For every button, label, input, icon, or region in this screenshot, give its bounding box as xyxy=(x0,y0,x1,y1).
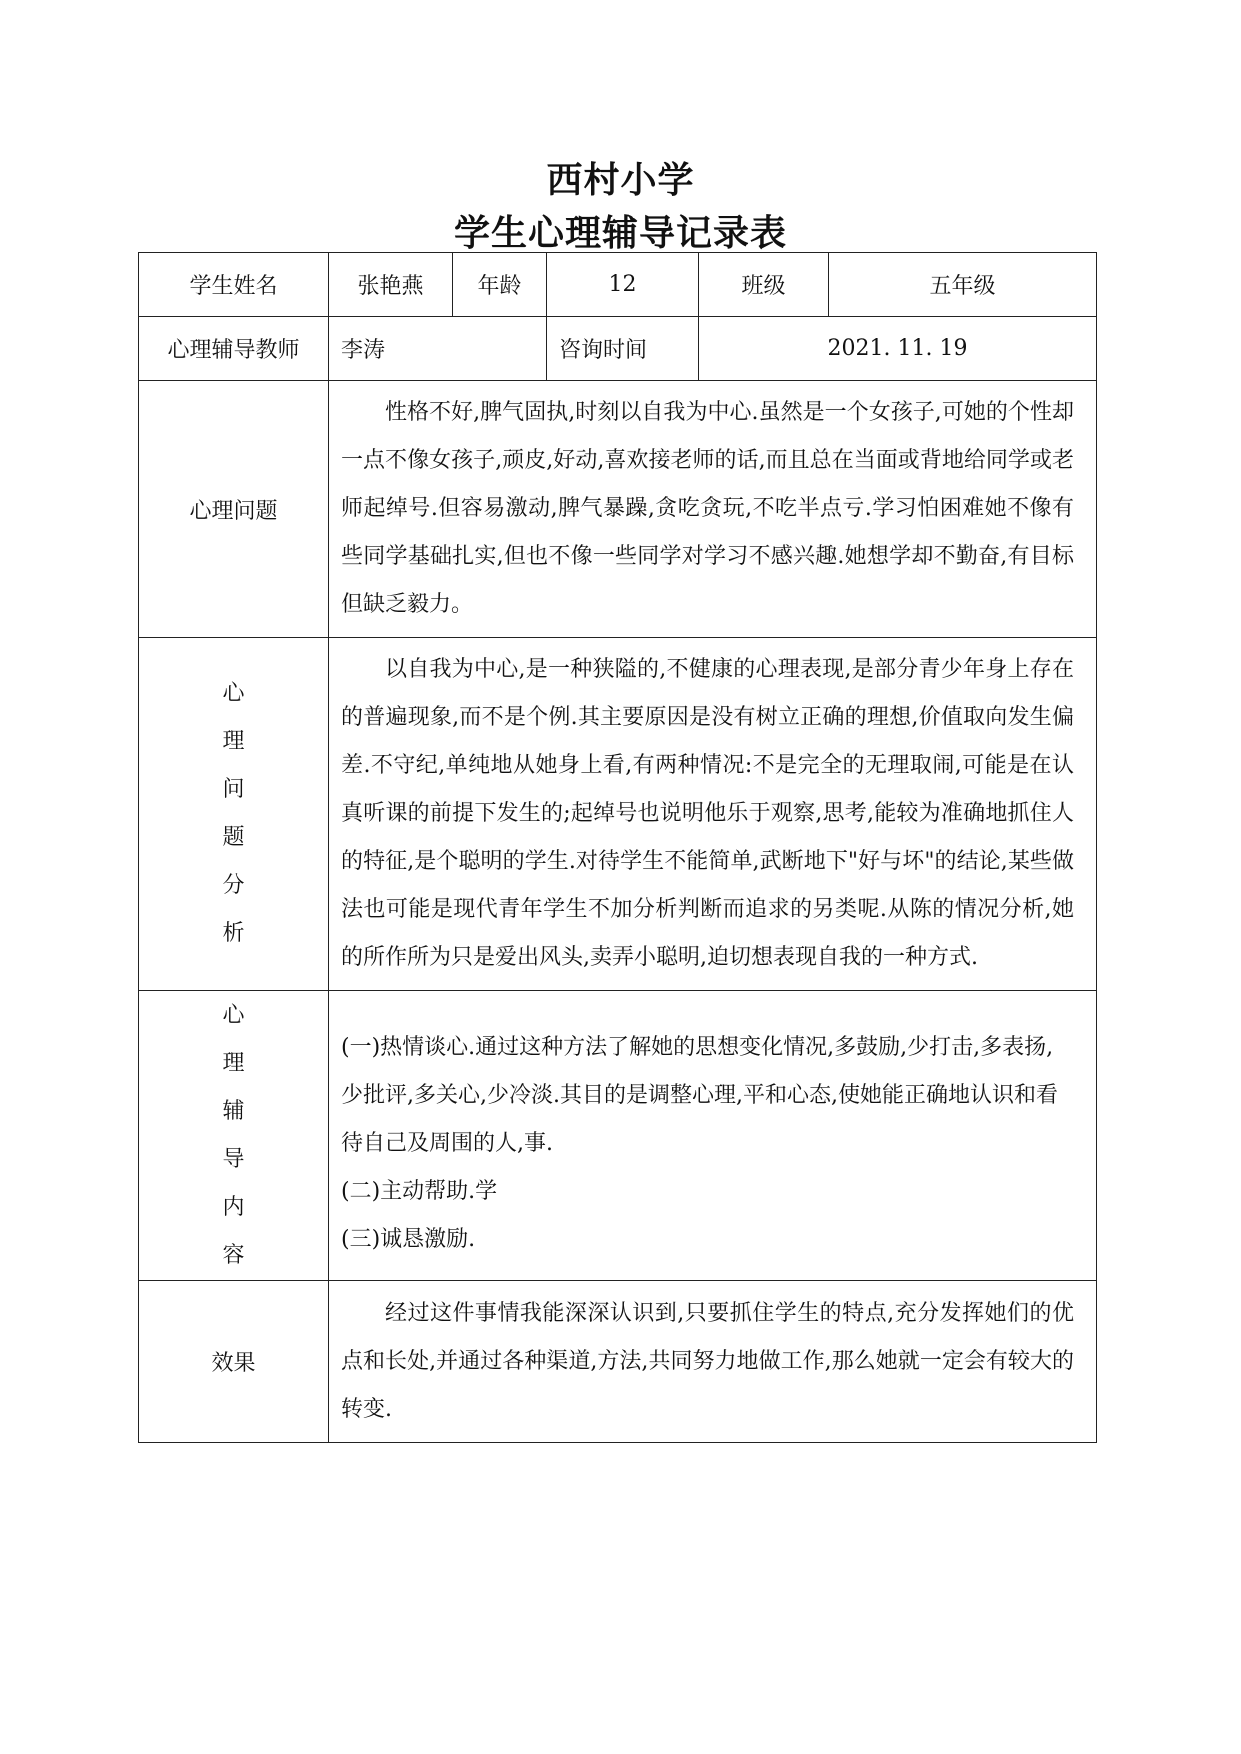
student-name-value: 张艳燕 xyxy=(329,253,453,317)
class-value: 五年级 xyxy=(829,253,1097,317)
problem-row xyxy=(139,381,1097,638)
analysis-label-char: 心 xyxy=(222,681,245,706)
analysis-label-char: 分 xyxy=(222,873,245,898)
counseling-row xyxy=(139,991,1097,1281)
analysis-label xyxy=(139,638,329,991)
analysis-text: 以自我为中心,是一种狭隘的,不健康的心理表现,是部分青少年身上存在的普遍现象,而不是个例.其主要原因是没有树立正确的理想,价值取向发生偏差.不守纪,单纯地从她身上看,有两种情况:不是完全的无理取闹,可能是在认真听课的前提下发生的;起绰号也说明他乐于观察,思考,能较为准确地抓住人的特征,是个聪明的学生.对待学生不能简单,武断地下"好与坏"的结论,某些做法也可能是现代青年学生不加分析判断而追求的另类呢.从陈的情况分析,她的所作所为只是爱出风头,卖弄小聪明,迫切想表现自我的一种方式. xyxy=(341,657,1074,970)
counseling-label-char: 心 xyxy=(222,1002,245,1028)
analysis-label-char: 题 xyxy=(222,825,245,850)
counseling-item: (二)主动帮助.学 xyxy=(341,1178,498,1204)
info-row-1 xyxy=(139,253,1097,317)
record-table xyxy=(138,252,1097,1443)
student-name-label: 学生姓名 xyxy=(139,253,329,317)
counseling-label-char: 理 xyxy=(222,1050,245,1076)
counseling-item: (一)热情谈心.通过这种方法了解她的思想变化情况,多鼓励,少打击,多表扬,少批评,多关心,少冷淡.其目的是调整心理,平和心态,使她能正确地认识和看待自己及周围的人,事. xyxy=(341,1034,1058,1156)
age-value: 12 xyxy=(547,253,699,317)
counseling-label-char: 内 xyxy=(222,1194,245,1220)
form-title: 学生心理辅导记录表 xyxy=(453,212,787,254)
analysis-row xyxy=(139,638,1097,991)
class-label: 班级 xyxy=(699,253,829,317)
effect-text: 经过这件事情我能深深认识到,只要抓住学生的特点,充分发挥她们的优点和长处,并通过各种渠道,方法,共同努力地做工作,那么她就一定会有较大的转变. xyxy=(341,1300,1074,1422)
counseling-label-char: 导 xyxy=(222,1146,245,1172)
teacher-value: 李涛 xyxy=(329,317,547,381)
analysis-label-char: 问 xyxy=(222,777,245,802)
counseling-label-char: 辅 xyxy=(222,1098,245,1124)
effect-label: 效果 xyxy=(139,1281,329,1443)
time-value: 2021. 11. 19 xyxy=(699,317,1097,381)
problem-cell xyxy=(329,381,1097,638)
counseling-cell xyxy=(329,991,1097,1281)
counseling-label xyxy=(139,991,329,1281)
age-label: 年龄 xyxy=(453,253,547,317)
problem-text: 性格不好,脾气固执,时刻以自我为中心.虽然是一个女孩子,可她的个性却一点不像女孩子,顽皮,好动,喜欢接老师的话,而且总在当面或背地给同学或老师起绰号.但容易激动,脾气暴躁,贪吃贪玩,不吃半点亏.学习怕困难她不像有些同学基础扎实,但也不像一些同学对学习不感兴趣.她想学却不勤奋,有目标但缺乏毅力。 xyxy=(341,400,1074,617)
effect-cell xyxy=(329,1281,1097,1443)
problem-label: 心理问题 xyxy=(139,381,329,638)
time-label: 咨询时间 xyxy=(547,317,699,381)
school-title: 西村小学 xyxy=(546,159,695,201)
analysis-cell xyxy=(329,638,1097,991)
analysis-label-char: 理 xyxy=(222,729,245,754)
counseling-item: (三)诚恳激励. xyxy=(341,1226,476,1252)
effect-row xyxy=(139,1281,1097,1443)
teacher-label: 心理辅导教师 xyxy=(139,317,329,381)
counseling-label-char: 容 xyxy=(222,1242,245,1268)
analysis-label-char: 析 xyxy=(222,921,245,946)
info-row-2 xyxy=(139,317,1097,381)
